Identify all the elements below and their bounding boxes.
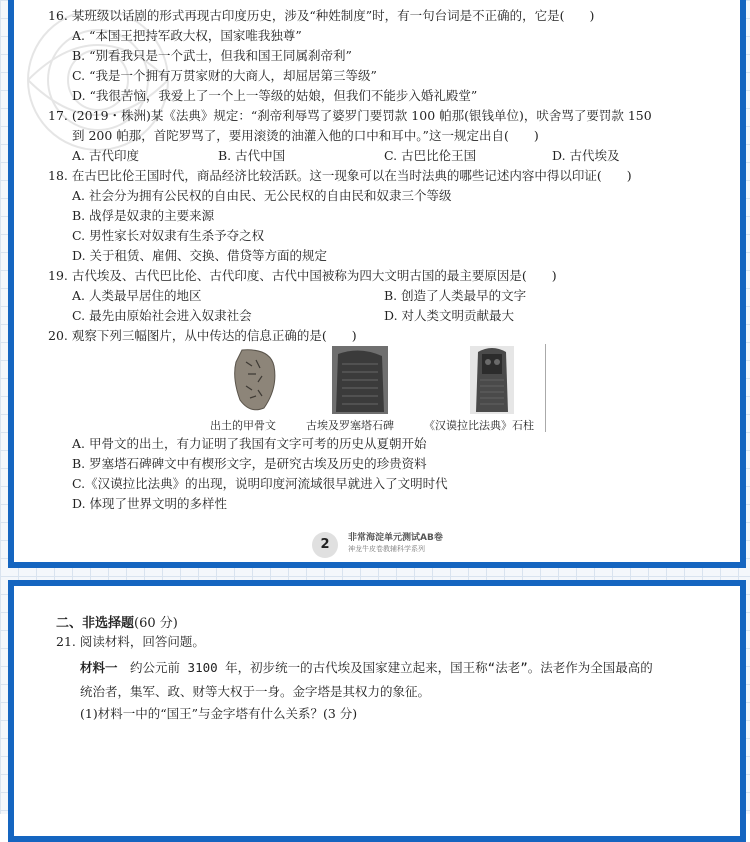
question-18-option-b[interactable]: B. 战俘是奴隶的主要来源: [72, 208, 215, 223]
question-19-option-c[interactable]: C. 最先由原始社会进入奴隶社会: [72, 308, 252, 323]
worksheet-page-bottom: [8, 580, 746, 842]
material-one-label: 材料一: [80, 660, 118, 675]
question-17-stem-line1: 17. (2019・株洲)某《法典》规定：“刹帝利辱骂了婆罗门要罚款 100 帕那(银钱单位)，吠舍骂了要罚款 150: [48, 108, 652, 123]
section-heading: [56, 612, 178, 631]
question-19-option-b[interactable]: B. 创造了人类最早的文字: [384, 288, 527, 303]
question-16-option-d[interactable]: D. “我很苦恼，我爱上了一个上一等级的姑娘，但我们不能步入婚礼殿堂”: [72, 88, 478, 103]
question-20-stem: 20. 观察下列三幅图片，从中传达的信息正确的是( ): [48, 328, 357, 343]
question-19-stem: 19. 古代埃及、古代巴比伦、古代印度、古代中国被称为四大文明古国的最主要原因是( ): [48, 268, 557, 283]
question-19-option-a[interactable]: A. 人类最早居住的地区: [72, 288, 202, 303]
material-one-line1: [80, 658, 653, 676]
oracle-bone-image: [232, 348, 278, 412]
question-18-option-d[interactable]: D. 关于租赁、雇佣、交换、借贷等方面的规定: [72, 248, 328, 263]
question-18-option-a[interactable]: A. 社会分为拥有公民权的自由民、无公民权的自由民和奴隶三个等级: [72, 188, 452, 203]
worksheet-page-top: [8, 0, 746, 568]
question-20-option-b[interactable]: B. 罗塞塔石碑碑文中有楔形文字，是研究古埃及历史的珍贵资料: [72, 456, 427, 471]
section-points: (60 分): [134, 616, 178, 631]
question-20-option-c[interactable]: C.《汉谟拉比法典》的出现，说明印度河流域很早就进入了文明时代: [72, 476, 448, 491]
material-one-text-line1: 约公元前 3100 年，初步统一的古代埃及国家建立起来，国王称“法老”。法老作为全国最高的: [117, 660, 653, 675]
question-18-option-c[interactable]: C. 男性家长对奴隶有生杀予夺之权: [72, 228, 265, 243]
question-17-option-c[interactable]: C. 古巴比伦王国: [384, 148, 477, 163]
question-19-option-d[interactable]: D. 对人类文明贡献最大: [384, 308, 515, 323]
question-21-stem: 21. 阅读材料，回答问题。: [56, 634, 205, 649]
question-16-option-b[interactable]: B. “别看我只是一个武士，但我和国王同属刹帝利”: [72, 48, 352, 63]
caption-rosetta-stone: 古埃及罗塞塔石碑: [306, 419, 394, 432]
question-16-stem: 16. 某班级以话剧的形式再现古印度历史，涉及“种姓制度”时，有一句台词是不正确的，它是( ): [48, 8, 595, 23]
section-title: 二、非选择题: [56, 616, 135, 631]
question-20-option-d[interactable]: D. 体现了世界文明的多样性: [72, 496, 228, 511]
question-17-option-d[interactable]: D. 古代埃及: [552, 148, 620, 163]
figure-border: [545, 344, 546, 432]
series-subtitle: 神龙牛皮卷教辅科学系列: [348, 545, 425, 553]
question-20-option-a[interactable]: A. 甲骨文的出土，有力证明了我国有文字可考的历史从夏朝开始: [72, 436, 427, 451]
question-21-sub-1: (1)材料一中的“国王”与金字塔有什么关系？(3 分): [80, 706, 358, 721]
rosetta-stone-image: [332, 346, 388, 414]
caption-hammurabi-stele: 《汉谟拉比法典》石柱: [424, 419, 534, 432]
question-17-option-b[interactable]: B. 古代中国: [218, 148, 286, 163]
question-17-stem-line2: 到 200 帕那，首陀罗骂了，要用滚烫的油灌入他的口中和耳中。”这一规定出自( ): [72, 128, 539, 143]
series-title: 非常海淀单元测试AB卷: [348, 533, 443, 543]
page-number-badge: 2: [312, 532, 338, 558]
question-16-option-c[interactable]: C. “我是一个拥有万贯家财的大商人，却屈居第三等级”: [72, 68, 377, 83]
caption-oracle-bone: 出土的甲骨文: [210, 419, 276, 432]
hammurabi-code-stele-image: [470, 346, 514, 414]
question-17-option-a[interactable]: A. 古代印度: [72, 148, 139, 163]
question-18-stem: 18. 在古巴比伦王国时代，商品经济比较活跃。这一现象可以在当时法典的哪些记述内容中得以印证( ): [48, 168, 632, 183]
question-16-option-a[interactable]: A. “本国王把持军政大权，国家唯我独尊”: [72, 28, 302, 43]
material-one-line2: 统治者，集军、政、财等大权于一身。金字塔是其权力的象征。: [80, 684, 431, 699]
